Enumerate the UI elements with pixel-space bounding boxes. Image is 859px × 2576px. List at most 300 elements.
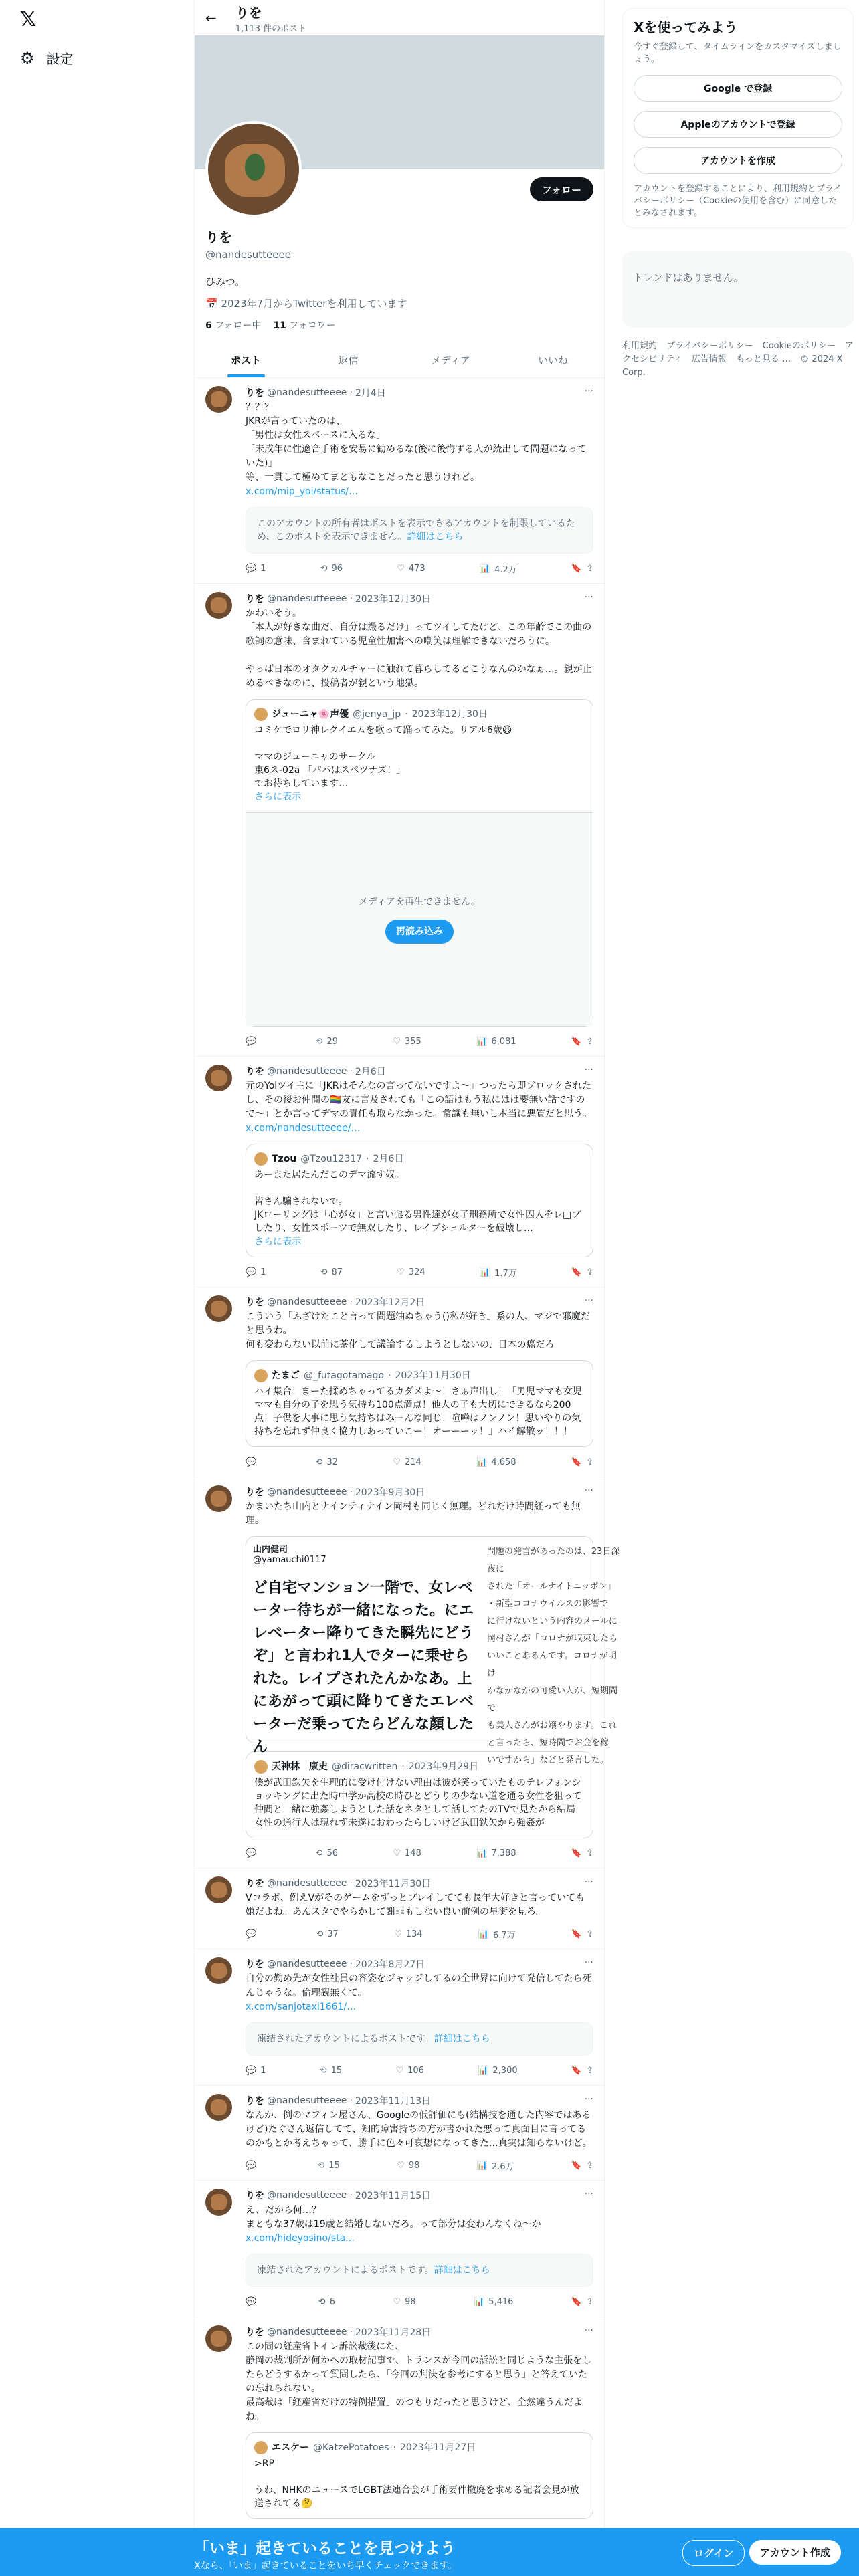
login-button[interactable]: ログイン [682, 2540, 745, 2566]
like-button-count: 134 [405, 1929, 423, 1939]
reply-button[interactable] [246, 2297, 260, 2307]
repost-button-count: 96 [331, 563, 343, 574]
reply-icon: 💬 [246, 1929, 257, 1939]
reply-button-count: 1 [260, 1267, 266, 1277]
follow-button[interactable]: フォロー [530, 177, 593, 201]
quoted-post[interactable] [246, 699, 593, 1027]
like-icon: ♡ [393, 1457, 401, 1467]
bookmark-icon[interactable]: 🔖 [571, 1929, 583, 1939]
views-button[interactable] [480, 1266, 517, 1279]
image-author-name: 山内健司 [253, 1545, 288, 1555]
post-avatar[interactable] [205, 1065, 232, 1091]
top-bar [195, 0, 604, 35]
repost-button-count: 15 [328, 2160, 340, 2171]
post-actions-right [571, 2161, 593, 2171]
post-link[interactable]: x.com/hideyosino/sta… [246, 2233, 355, 2244]
more-icon[interactable]: ··· [584, 1957, 593, 1968]
like-icon: ♡ [397, 2160, 405, 2171]
post-author-name[interactable]: りを [246, 2327, 264, 2338]
reply-icon: 💬 [246, 1267, 257, 1277]
post-author-name[interactable]: りを [246, 2191, 264, 2202]
post-actions-right [571, 1037, 593, 1047]
bottom-bar-title: 「いま」起きていることを見つけよう [194, 2540, 456, 2557]
post-body: この間の経産省トイレ訴訟裁後にた、 静岡の裁判所が何かへの取材記事で、トランスが今回の訴訟と同じような主張をしたらどうするかって質問したら、「今回の判決を参考にすると思う」と答えていたの忘れられない。 最高裁は「経産省だけの特例措置」のつもりだったと思うけど、全然違うんだよね。 [246, 2341, 592, 2422]
quoted-author-name: エスケー [272, 2442, 309, 2453]
like-button-count: 214 [404, 1457, 421, 1467]
repost-button[interactable] [320, 564, 343, 574]
post-header [246, 1485, 593, 1499]
post-body: え、だから何…？ まともな37歳は19歳と結婚しないだろ。って部分は変わんなくね〜か [246, 2205, 541, 2230]
quoted-author-handle: @_futagotamago [304, 1370, 385, 1381]
repost-icon: ⟲ [317, 2160, 325, 2171]
repost-button[interactable] [316, 1929, 338, 1939]
repost-icon: ⟲ [316, 1929, 324, 1939]
like-button[interactable] [397, 564, 425, 574]
separator: · [349, 1066, 353, 1077]
share-icon[interactable]: ⇪ [586, 2296, 593, 2307]
unavailable-notice [246, 507, 593, 554]
post-actions [246, 1035, 593, 1048]
media-error-text: メディアを再生できません。 [359, 896, 480, 907]
footer-link[interactable]: 広告情報 [691, 354, 727, 364]
settings-label: 設定 [46, 51, 74, 67]
post-link[interactable]: x.com/sanjotaxi1661/… [246, 2002, 357, 2012]
post-avatar[interactable] [205, 386, 232, 413]
separator: · [349, 387, 353, 398]
views-button[interactable] [476, 1457, 516, 1467]
post-header [246, 386, 593, 399]
repost-button[interactable] [320, 1267, 343, 1277]
separator: · [401, 1761, 405, 1772]
post-avatar[interactable] [205, 2189, 232, 2216]
post-body: ？？？ JKRが言っていたのは、 「男性は女性スペースに入るな」 「未成年に性適合手術を安易に勧めるな(後に後悔する人が続出して問題になっていた)」 等、一貫して極めてまともなことだったと思うけれど。 [246, 402, 587, 483]
learn-more-link[interactable]: 詳細はこちら [434, 2034, 490, 2044]
settings-link[interactable] [20, 48, 74, 68]
repost-button[interactable] [316, 1457, 338, 1467]
bookmark-icon[interactable]: 🔖 [571, 1036, 583, 1047]
learn-more-link[interactable]: 詳細はこちら [434, 2265, 490, 2276]
separator: · [349, 2327, 353, 2337]
post-date[interactable]: 2月4日 [355, 388, 386, 399]
left-sidebar [0, 0, 194, 2576]
quoted-avatar [254, 1760, 268, 1774]
bookmark-icon[interactable]: 🔖 [571, 1267, 583, 1277]
repost-icon: ⟲ [315, 1457, 323, 1467]
post-body: かまいたち山内とナインティナイン岡村も同じく無理。どれだけ時間経っても無理。 [246, 1501, 581, 1526]
more-icon[interactable]: ··· [584, 592, 593, 603]
separator: · [349, 1487, 353, 1497]
separator: · [349, 1959, 353, 1969]
views-icon: 📊 [479, 1267, 491, 1277]
followers-link[interactable]: 11 フォロワー [273, 320, 336, 331]
post-author-name[interactable]: りを [246, 2096, 264, 2107]
footer-link[interactable]: もっと見る … [736, 354, 791, 364]
footer-link[interactable]: アクセシビリティ [622, 341, 854, 364]
repost-button-count: 6 [329, 2296, 335, 2307]
more-icon[interactable]: ··· [584, 2325, 593, 2336]
post-date[interactable]: 2023年9月30日 [355, 1487, 425, 1498]
bottom-bar-subtitle: Xなら、「いま」起きていることをいち早くチェックできます。 [194, 2561, 458, 2571]
reply-button-count: 1 [260, 2065, 266, 2076]
calendar-icon: 📅 [205, 298, 221, 310]
post-date[interactable]: 2023年11月28日 [355, 2327, 432, 2338]
post[interactable] [195, 1057, 604, 1287]
tab-media[interactable]: メディア [431, 354, 470, 366]
post[interactable] [195, 1287, 604, 1477]
back-arrow-icon[interactable]: ← [205, 9, 217, 26]
like-button-count: 98 [408, 2160, 420, 2171]
footer-link[interactable]: Cookieのポリシー [762, 341, 836, 351]
share-icon[interactable]: ⇪ [586, 1848, 593, 1858]
quoted-author-name: Tzou [272, 1154, 297, 1164]
more-icon[interactable]: ··· [584, 1485, 593, 1496]
like-icon: ♡ [395, 2065, 404, 2076]
more-icon[interactable]: ··· [584, 2189, 593, 2199]
like-icon: ♡ [397, 1267, 405, 1277]
post-author-name[interactable]: りを [246, 1879, 264, 1889]
more-icon[interactable]: ··· [584, 1876, 593, 1887]
repost-icon: ⟲ [315, 1036, 323, 1047]
google-signup-button[interactable]: Google で登録 [634, 75, 842, 102]
bookmark-icon[interactable]: 🔖 [571, 2160, 583, 2171]
post-author-handle: @nandesutteeee [267, 1878, 347, 1889]
like-button[interactable] [397, 1267, 425, 1277]
post-text [246, 2204, 593, 2246]
post-author-name[interactable]: りを [246, 1959, 264, 1970]
post[interactable] [195, 2086, 604, 2181]
quoted-author-handle: @Tzou12317 [300, 1154, 363, 1164]
like-button-count: 324 [408, 1267, 425, 1277]
quoted-author-name: 天神林 康史 [272, 1761, 328, 1772]
post[interactable] [195, 1477, 620, 1868]
reply-icon: 💬 [246, 2065, 257, 2076]
views-icon: 📊 [476, 1848, 488, 1858]
like-icon: ♡ [393, 1848, 401, 1858]
more-icon[interactable]: ··· [584, 1065, 593, 1075]
post-avatar[interactable] [205, 1295, 232, 1322]
profile-joined [205, 296, 593, 310]
share-icon[interactable]: ⇪ [586, 1457, 593, 1467]
separator: · [349, 2190, 353, 2201]
views-button-count: 5,416 [488, 2296, 514, 2307]
post-date[interactable]: 2023年12月30日 [355, 594, 432, 605]
post-body: なんか、例のマフィン屋さん、Googleの低評価にも(結構技を通した内容ではあるけど)たぐさん返信してて、知的障害持ちの方が書かれた悪って真面目に言ってるのかもとか考えちゃって、勝手に色々可哀想になってきた…真実は知らないけど。 [246, 2110, 592, 2149]
bookmark-icon[interactable]: 🔖 [571, 563, 583, 574]
footer-links [622, 340, 854, 380]
post[interactable] [195, 584, 604, 1057]
x-logo-icon[interactable]: 𝕏 [20, 8, 37, 31]
post[interactable] [195, 378, 604, 584]
reply-icon: 💬 [246, 563, 257, 574]
repost-button[interactable] [320, 2066, 342, 2076]
repost-button-count: 29 [326, 1036, 338, 1047]
share-icon[interactable]: ⇪ [586, 2065, 593, 2076]
quoted-avatar [254, 1369, 268, 1382]
post[interactable] [195, 1949, 604, 2086]
like-icon: ♡ [393, 1036, 401, 1047]
post-date[interactable]: 2023年11月30日 [355, 1879, 432, 1889]
quoted-header [254, 2441, 585, 2454]
post-author-name[interactable]: りを [246, 594, 264, 605]
image-caption-large: ど自宅マンション一階で、女レベーター待ちが一緒になった。にエレベーター降りてきた瞬先にどうぞ」と言われ1人でターに乗せられた。レイプされたんかなあ。上にあがって頭に降りてきたエレベーターだ乗ってたらどんな顔したん [253, 1580, 474, 1755]
quoted-date: 2023年9月29日 [408, 1761, 479, 1772]
post-actions-right [571, 1457, 593, 1467]
post-body: 元のYolツイ主に「JKRはそんなの言ってないですよ〜」つったら即ブロックされたし、その後お仲間の🏳️‍🌈友に言及されても「この語はもう私にはは要無い話ですので〜」とか言ってデマの責任も取らなかった。常識も無いし本当に悪質だと思う。 [246, 1081, 592, 1119]
post-feed [195, 378, 620, 2549]
more-icon[interactable]: ··· [584, 1295, 593, 1306]
views-icon: 📊 [476, 2160, 488, 2171]
repost-button[interactable] [318, 2297, 335, 2307]
footer-link[interactable]: 利用規約 [622, 341, 658, 351]
quoted-post[interactable] [246, 2432, 593, 2519]
repost-button[interactable] [316, 1037, 338, 1047]
bottom-signup-bar [0, 2528, 859, 2576]
views-button[interactable] [478, 1928, 516, 1941]
post-author-handle: @nandesutteeee [267, 1297, 347, 1307]
views-button[interactable] [477, 2159, 514, 2172]
repost-button-count: 37 [327, 1929, 339, 1939]
unavailable-notice [246, 2254, 593, 2287]
signup-subtitle: 今すぐ登録して、タイムラインをカスタマイズしましょう。 [634, 42, 842, 64]
main-column [194, 0, 620, 2576]
post-author-handle: @nandesutteeee [267, 2190, 347, 2201]
reply-button[interactable] [246, 564, 266, 574]
reply-button[interactable] [246, 2066, 266, 2076]
post-avatar[interactable] [205, 2094, 232, 2121]
post-actions [246, 1265, 593, 1279]
tab-posts[interactable]: ポスト [195, 342, 297, 377]
like-button[interactable] [393, 2297, 415, 2307]
views-icon: 📊 [478, 1929, 489, 1939]
post-date[interactable]: 2023年11月13日 [355, 2096, 432, 2107]
post-actions-right [571, 1848, 593, 1858]
repost-button-count: 56 [326, 1848, 338, 1858]
profile-handle: @nandesutteeee [205, 249, 291, 261]
views-icon: 📊 [479, 563, 491, 574]
share-icon[interactable]: ⇪ [586, 563, 593, 574]
post-author-name[interactable]: りを [246, 1067, 264, 1077]
profile-tabs [195, 342, 604, 378]
apple-label: Appleのアカウントで登録 [680, 120, 795, 130]
separator: · [405, 709, 408, 720]
post-avatar[interactable] [205, 1485, 232, 1512]
post-date[interactable]: 2023年8月27日 [355, 1959, 425, 1970]
views-button[interactable] [476, 1037, 516, 1047]
post-header [246, 1065, 593, 1078]
repost-button-count: 15 [330, 2065, 343, 2076]
reply-icon: 💬 [246, 2160, 257, 2171]
following-link[interactable]: 6 フォロー中 [205, 320, 262, 331]
share-icon[interactable]: ⇪ [586, 2160, 593, 2171]
post-date[interactable]: 2023年12月2日 [355, 1297, 425, 1308]
quoted-date: 2023年11月30日 [395, 1370, 471, 1381]
views-button-count: 4,658 [491, 1457, 516, 1467]
signup-terms: アカウントを登録することにより、利用規約とプライバシーポリシー（Cookieの使用を含む）に同意したとみなされます。 [634, 184, 842, 218]
footer-copyright: © 2024 X Corp. [622, 354, 843, 378]
tab-replies[interactable]: 返信 [338, 354, 359, 366]
more-icon[interactable]: ··· [584, 2094, 593, 2105]
bookmark-icon[interactable]: 🔖 [571, 1848, 583, 1858]
profile-section [195, 169, 604, 332]
post-avatar[interactable] [205, 1876, 232, 1903]
profile-avatar[interactable] [205, 121, 302, 217]
reply-button[interactable] [246, 1267, 266, 1277]
quoted-header [254, 1369, 585, 1382]
quoted-author-handle: @diracwritten [332, 1761, 398, 1772]
repost-button-count: 32 [326, 1457, 338, 1467]
views-button[interactable] [474, 2297, 513, 2307]
quoted-date: 2023年11月27日 [399, 2442, 476, 2453]
bookmark-icon[interactable]: 🔖 [571, 2065, 583, 2076]
header-title: りを [235, 4, 262, 21]
like-button[interactable] [393, 1037, 421, 1047]
show-more-link[interactable]: さらに表示 [254, 792, 301, 802]
trends-box: トレンドはありません。 [622, 251, 854, 328]
repost-icon: ⟲ [315, 1848, 323, 1858]
bookmark-icon[interactable]: 🔖 [571, 1457, 583, 1467]
quoted-date: 2月6日 [373, 1154, 404, 1164]
bookmark-icon[interactable]: 🔖 [571, 2296, 583, 2307]
views-button[interactable] [478, 2066, 517, 2076]
post-author-name[interactable]: りを [246, 388, 264, 399]
separator: · [349, 1297, 353, 1307]
repost-button[interactable] [316, 1848, 338, 1858]
learn-more-link[interactable]: 詳細はこちら [407, 532, 464, 542]
notice-text: 凍結されたアカウントによるポストです。 [257, 2265, 434, 2276]
media-error [246, 812, 593, 1026]
post-author-handle: @nandesutteeee [267, 1959, 347, 1969]
post-date[interactable]: 2023年11月15日 [355, 2191, 432, 2202]
quoted-author-handle: @jenya_jp [353, 709, 401, 720]
image-header [253, 1542, 326, 1565]
unavailable-notice [246, 2022, 593, 2056]
post-author-handle: @nandesutteeee [267, 1487, 347, 1497]
like-button-count: 355 [404, 1036, 421, 1047]
views-icon: 📊 [473, 2296, 485, 2307]
footer-link[interactable]: プライバシーポリシー [666, 341, 753, 351]
post-actions-right [571, 564, 593, 574]
reply-icon: 💬 [246, 1848, 257, 1858]
post-actions-right [571, 1267, 593, 1277]
tab-likes[interactable]: いいね [537, 354, 568, 366]
apple-signup-button[interactable] [634, 111, 842, 138]
create-account-button[interactable]: アカウントを作成 [634, 147, 842, 174]
post-avatar[interactable] [205, 1957, 232, 1984]
post-actions [246, 2295, 593, 2309]
show-more-link[interactable]: さらに表示 [254, 1237, 301, 1247]
quoted-post[interactable] [246, 1360, 593, 1447]
share-icon[interactable]: ⇪ [586, 1036, 593, 1047]
post[interactable] [195, 1868, 604, 1949]
reload-button[interactable]: 再読み込み [385, 920, 454, 944]
views-button-count: 6.7万 [492, 1930, 516, 1941]
more-icon[interactable]: ··· [584, 386, 593, 397]
like-button-count: 148 [404, 1848, 421, 1858]
quoted-author-handle: @KatzePotatoes [313, 2442, 389, 2453]
post[interactable] [195, 2317, 604, 2549]
post-avatar[interactable] [205, 592, 232, 619]
quoted-header [254, 1152, 585, 1166]
post-avatar[interactable] [205, 2325, 232, 2352]
separator: · [393, 2442, 396, 2453]
post-author-handle: @nandesutteeee [267, 1066, 347, 1077]
like-button[interactable] [397, 2161, 419, 2171]
post-text [246, 2109, 593, 2151]
post-actions [246, 2159, 593, 2172]
views-button[interactable] [480, 562, 517, 575]
views-button[interactable] [476, 1848, 516, 1858]
like-button[interactable] [395, 2066, 423, 2076]
repost-icon: ⟲ [320, 563, 328, 574]
profile-name: りを [205, 229, 232, 245]
post-link[interactable]: x.com/nandesutteeee/… [246, 1123, 361, 1134]
post-text [246, 2340, 593, 2424]
like-button[interactable] [393, 1848, 421, 1858]
quoted-date: 2023年12月30日 [411, 709, 488, 720]
quoted-author-name: たまご [272, 1370, 300, 1381]
post-header [246, 2189, 593, 2202]
quoted-text: コミケでロリ神レクイエムを歌って踊ってみた。リアル6歳😆 ママのジューニャのサークル 東6ス-02a 「パパはスペツナズ！」 でお待ちしています… [254, 725, 512, 789]
repost-icon: ⟲ [320, 1267, 328, 1277]
post[interactable] [195, 2181, 604, 2317]
joined-text: 2023年7月からTwitterを利用しています [221, 298, 407, 310]
post-date[interactable]: 2月6日 [355, 1067, 386, 1077]
separator: · [349, 2095, 353, 2106]
like-button[interactable] [393, 1457, 421, 1467]
share-icon[interactable]: ⇪ [586, 1267, 593, 1277]
share-icon[interactable]: ⇪ [586, 1929, 593, 1939]
repost-button[interactable] [317, 2161, 339, 2171]
like-button-count: 473 [408, 563, 425, 574]
separator: · [349, 593, 353, 604]
quoted-post[interactable] [246, 1144, 593, 1257]
reply-button[interactable] [246, 2161, 260, 2171]
views-button-count: 6,081 [491, 1036, 516, 1047]
post-actions [246, 1846, 593, 1860]
gear-icon: ⚙ [20, 48, 35, 68]
header-post-count: 1,113 件のポスト [235, 23, 307, 34]
separator: · [366, 1154, 369, 1164]
reply-icon: 💬 [246, 1036, 257, 1047]
quoted-author-name: ジューニャ🌸声優 [272, 709, 349, 720]
reply-button[interactable] [246, 1457, 260, 1467]
post-author-name[interactable]: りを [246, 1297, 264, 1308]
like-button-count: 106 [407, 2065, 424, 2076]
post-text [246, 1500, 593, 1528]
post-text [246, 1310, 593, 1352]
reply-button[interactable] [246, 1037, 260, 1047]
quoted-header [254, 708, 585, 721]
signup-box [622, 8, 854, 228]
embedded-image[interactable] [246, 1536, 620, 1765]
post-link[interactable]: x.com/mip_yoi/status/… [246, 486, 358, 497]
reply-button[interactable] [246, 1848, 260, 1858]
post-body: 自分の勤め先が女性社員の容姿をジャッジしてるの全世界に向けて発信してたら死んじゃうな。倫理観無くて。 [246, 1973, 592, 1998]
post-text [246, 1891, 593, 1919]
post-author-handle: @nandesutteeee [267, 387, 347, 398]
reply-button[interactable] [246, 1929, 260, 1939]
signup-button[interactable]: アカウント作成 [749, 2540, 841, 2565]
notice-text: 凍結されたアカウントによるポストです。 [257, 2034, 434, 2044]
post-author-name[interactable]: りを [246, 1487, 264, 1498]
like-button[interactable] [394, 1929, 422, 1939]
views-button-count: 2.6万 [491, 2161, 514, 2172]
quoted-avatar [254, 1152, 268, 1166]
image-author-handle: @yamauchi0117 [253, 1555, 326, 1565]
reply-icon: 💬 [246, 2296, 257, 2307]
post-actions [246, 1455, 593, 1469]
post-actions [246, 1927, 593, 1941]
